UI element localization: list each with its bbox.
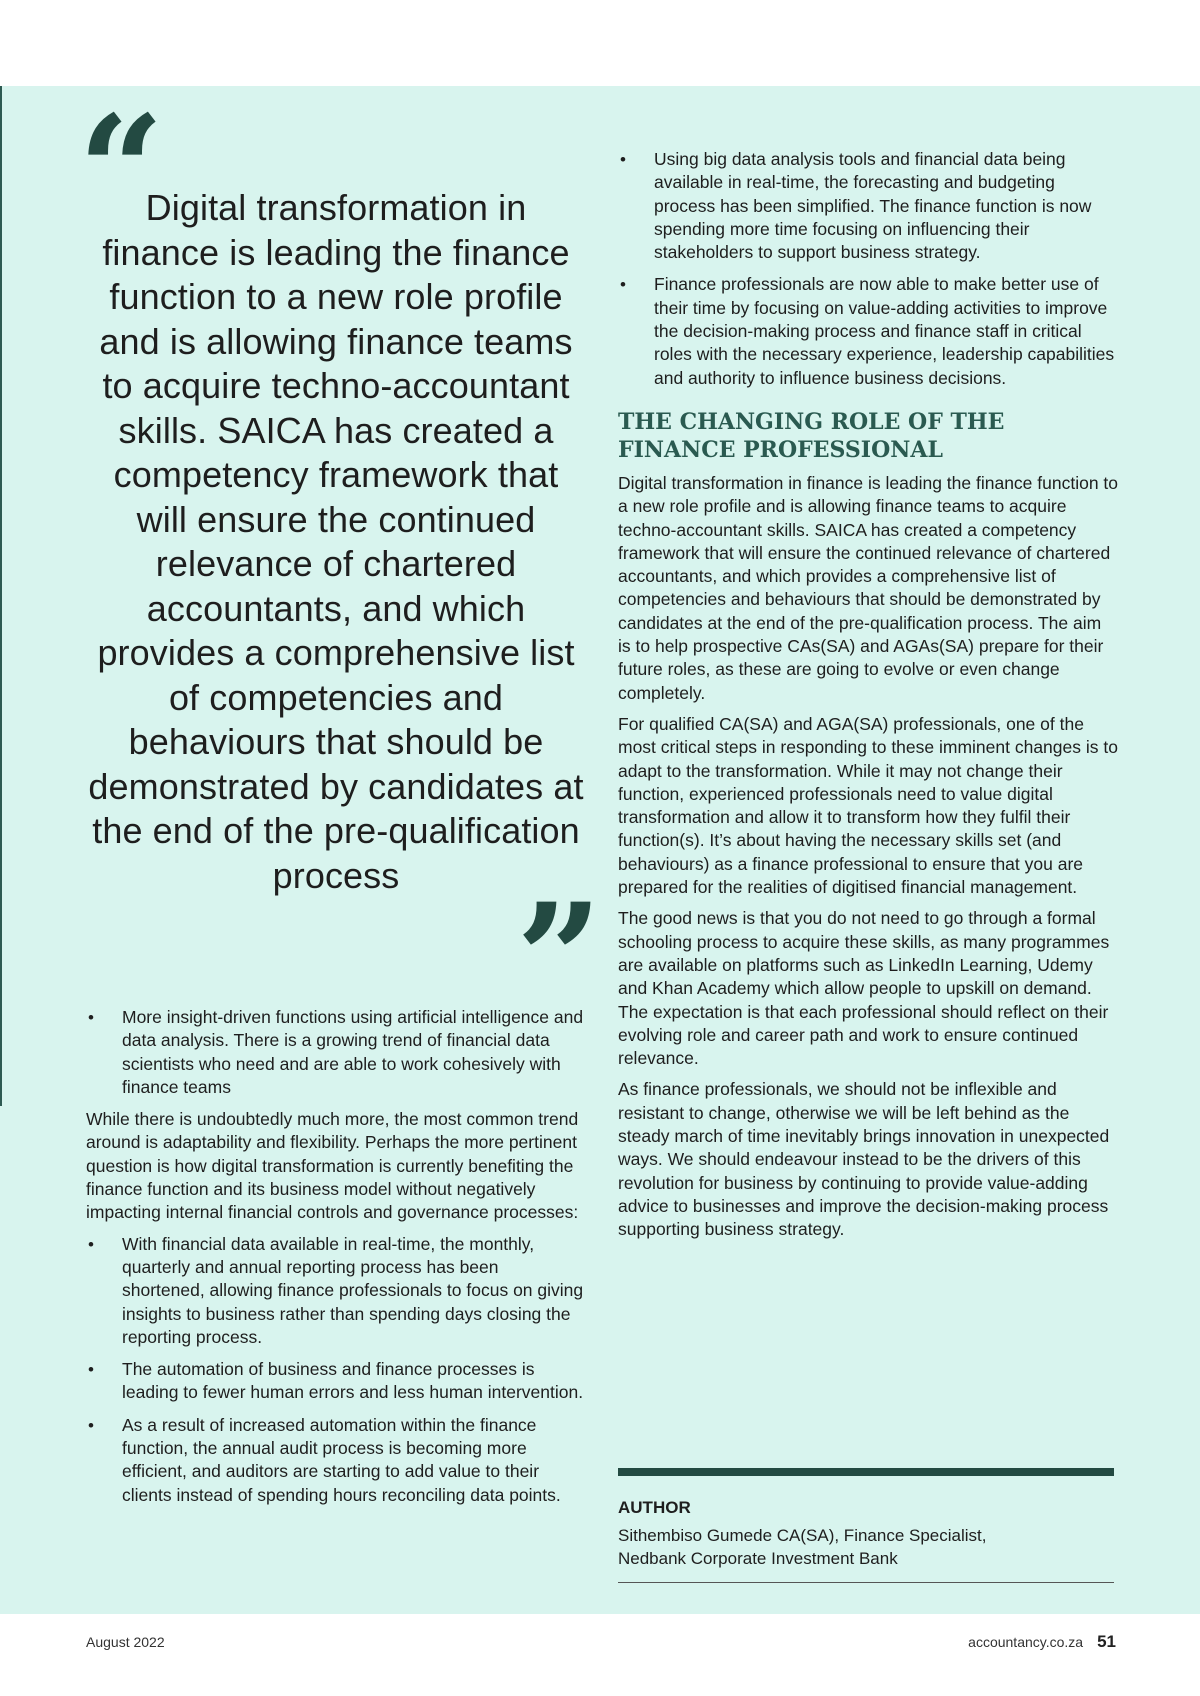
author-name: Sithembiso Gumede CA(SA), Finance Specialist, Nedbank Corporate Investment Bank [618, 1524, 1114, 1583]
author-divider-bar [618, 1468, 1114, 1476]
section-heading: THE CHANGING ROLE OF THE FINANCE PROFESSIONAL [618, 408, 1005, 463]
list-item: • The automation of business and finance processes is leading to fewer human errors and less human intervention. [88, 1359, 584, 1403]
footer-date: August 2022 [86, 1634, 165, 1650]
bullet-icon: • [88, 1008, 94, 1027]
author-block [618, 1468, 1114, 1583]
close-quote-icon: ” [516, 871, 603, 1047]
right-column [618, 148, 1118, 1249]
paragraph: For qualified CA(SA) and AGA(SA) professionals, one of the most critical steps in responding to these imminent changes is to adapt to the transformation. While it may not change their function, experienced professionals need to value digital transformation and allow it to transform how they fulfil their function(s). It’s about having the necessary skills set (and behaviours) as a finance professional to ensure that you are prepared for the realities of digitised financial management. [618, 713, 1118, 898]
paragraph: The good news is that you do not need to go through a formal schooling process to acquire these skills, as many programmes are available on platforms such as LinkedIn Learning, Udemy and Khan Academy which allow people to upskill on demand. The expectation is that each professional should reflect on their evolving role and career path and work to ensure continued relevance. [618, 908, 1110, 1069]
open-quote-icon: “ [78, 83, 165, 259]
bullet-icon: • [620, 150, 626, 169]
left-column [86, 1006, 586, 1516]
page-number: 51 [1097, 1632, 1116, 1651]
footer-right [968, 1632, 1116, 1652]
paragraph: As finance professionals, we should not be inflexible and resistant to change, otherwise we will be left behind as the steady march of time inevitably brings innovation in unexpected ways. We should endeavour instead to be the drivers of this revolution for business by continuing to provide value-adding advice to businesses and improve the decision-making process supporting business strategy. [618, 1079, 1110, 1240]
list-item: • With financial data available in real-time, the monthly, quarterly and annual reporting process has been shortened, allowing finance professionals to focus on giving insights to business rather than spending days closing the reporting process. [88, 1233, 584, 1347]
left-bullets-bottom [86, 1233, 586, 1507]
paragraph: Digital transformation in finance is leading the finance function to a new role profile and is allowing finance teams to acquire techno-accountant skills. SAICA has created a competency framework that will ensure the continued relevance of chartered accountants, and which provides a comprehensive list of competencies and behaviours that should be demonstrated by candidates at the end of the pre-qualification process. The aim is to help prospective CAs(SA) and AGAs(SA) prepare for their future roles, as these are going to evolve or even change completely. [618, 472, 1119, 703]
bullet-icon: • [88, 1234, 94, 1254]
list-item: • Using big data analysis tools and financial data being available in real-time, the forecasting and budgeting process has been simplified. The finance function is now spending more time focusing on influencing their stakeholders to support business strategy. [620, 149, 1092, 263]
bullet-icon: • [88, 1360, 94, 1380]
left-paragraph: While there is undoubtedly much more, the most common trend around is adaptability and flexibility. Perhaps the more pertinent question is how digital transformation is currently benefiting the finance function and its business model without negatively impacting internal financial controls and governance processes: [86, 1109, 579, 1223]
author-label: AUTHOR [618, 1498, 691, 1517]
bullet-icon: • [620, 275, 626, 295]
footer-site: accountancy.co.za [968, 1634, 1084, 1650]
bullet-icon: • [88, 1415, 94, 1435]
panel-edge-rule [0, 86, 2, 1106]
list-item: • Finance professionals are now able to make better use of their time by focusing on value-adding activities to improve the decision-making process and finance staff in critical roles with the necessary experience, leadership capabilities and authority to influence business decisions. [620, 274, 1115, 388]
pull-quote: Digital transformation in finance is leading the finance function to a new role profile and is allowing finance teams to acquire techno-accountant skills. SAICA has created a competency framework that will ensure the continued relevance of chartered accountants, and which provides a comprehensive list of competencies and behaviours that should be demonstrated by candidates at the end of the pre-qualification process [88, 187, 584, 896]
right-bullets [618, 148, 1118, 390]
list-item: • As a result of increased automation within the finance function, the annual audit process is becoming more efficient, and auditors are starting to add value to their clients instead of spending hours reconciling data points. [88, 1414, 561, 1505]
list-item: • More insight-driven functions using artificial intelligence and data analysis. There is a growing trend of financial data scientists who need and are able to work cohesively with finance teams [88, 1007, 584, 1097]
left-bullets-top [86, 1006, 586, 1099]
